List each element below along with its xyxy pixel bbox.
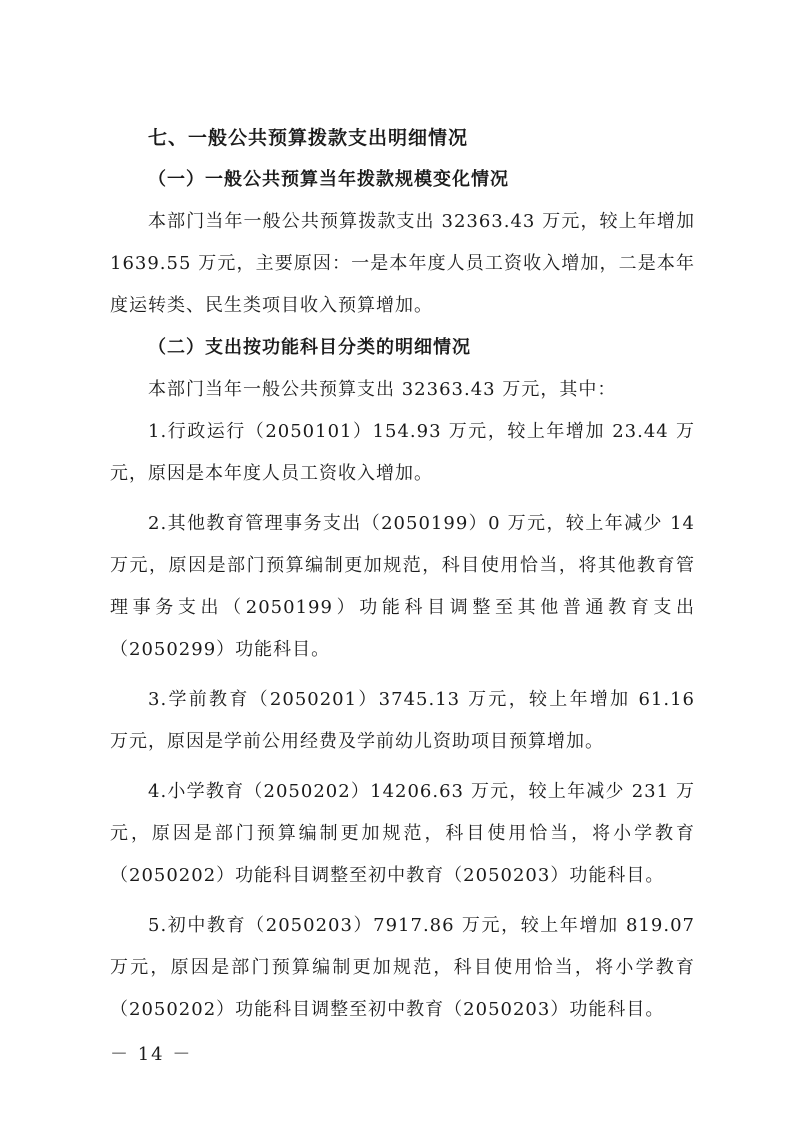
list-item: 2.其他教育管理事务支出（2050199）0 万元，较上年减少 14 万元，原因是部门预算编制更加规范，科目使用恰当，将其他教育管理事务支出（2050199）功能科目调整至其他普通教育支出（2050299）功能科目。 [110,513,695,660]
list-item: 4.小学教育（2050202）14206.63 万元，较上年减少 231 万元，原因是部门预算编制更加规范，科目使用恰当，将小学教育（2050202）功能科目调整至初中教育（2050203）功能科目。 [110,781,695,886]
subsection-2-intro: 本部门当年一般公共预算支出 32363.43 万元，其中： [148,379,617,400]
section-title: 七、一般公共预算拨款支出明细情况 [148,127,469,149]
subsection-1-title: （一）一般公共预算当年拨款规模变化情况 [148,169,509,190]
list-item: 5.初中教育（2050203）7917.86 万元，较上年增加 819.07 万元，原因是部门预算编制更加规范，科目使用恰当，将小学教育（2050202）功能科目调整至初中教育（2050203）功能科目。 [110,915,695,1020]
document-body [110,117,695,1031]
subsection-1-body: 本部门当年一般公共预算拨款支出 32363.43 万元，较上年增加 1639.55 万元，主要原因：一是本年度人员工资收入增加，二是本年度运转类、民生类项目收入预算增加。 [110,211,695,316]
subsection-2-title: （二）支出按功能科目分类的明细情况 [148,337,471,358]
list-item: 1.行政运行（2050101）154.93 万元，较上年增加 23.44 万元，原因是本年度人员工资收入增加。 [110,421,695,484]
list-item: 3.学前教育（2050201）3745.13 万元，较上年增加 61.16 万元，原因是学前公用经费及学前幼儿资助项目预算增加。 [110,689,695,752]
page-number: － 14 － [110,1044,193,1065]
expenditure-item-list [110,411,695,1031]
